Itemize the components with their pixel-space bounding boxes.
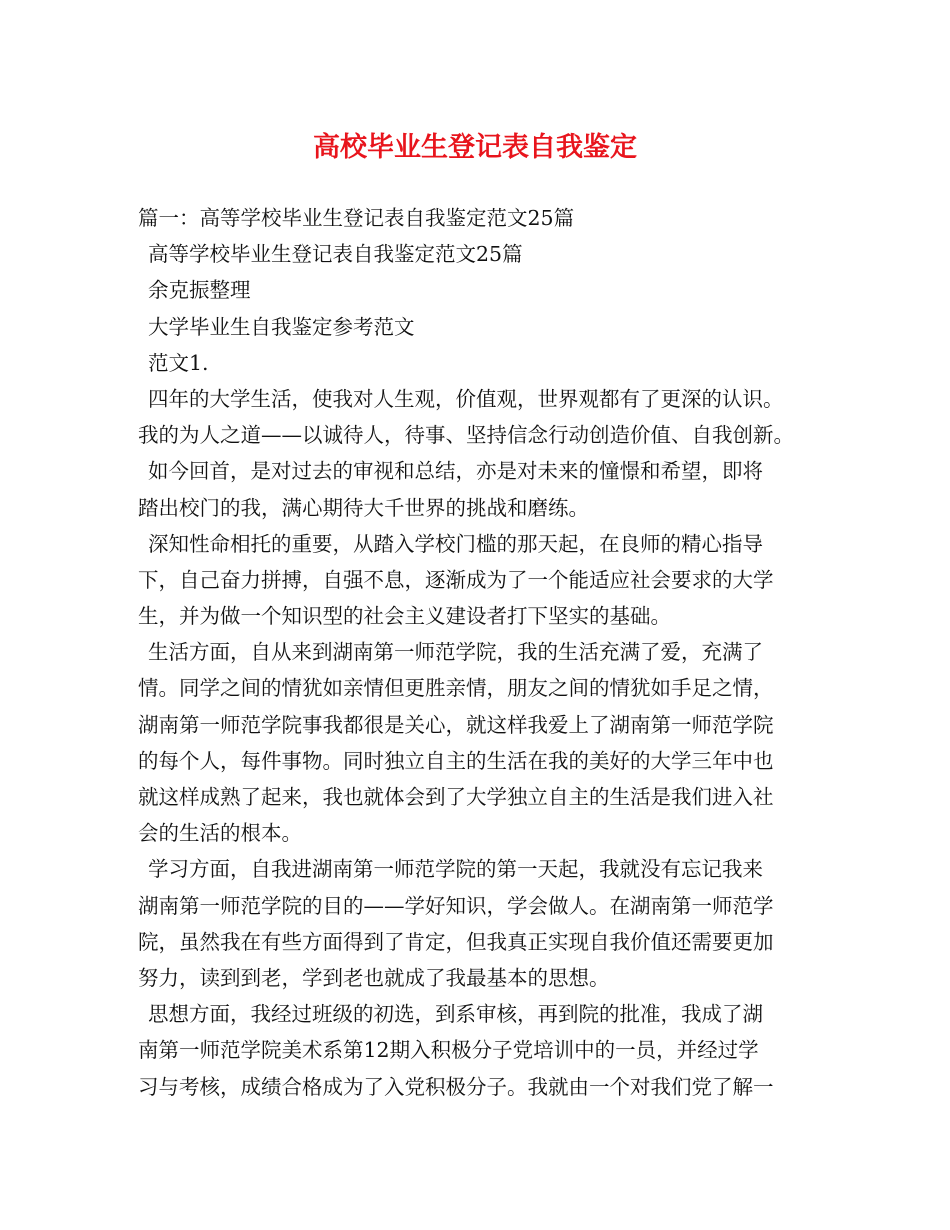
paragraph-line: 湖南第一师范学院的目的——学好知识，学会做人。在湖南第一师范学 xyxy=(138,893,774,918)
paragraph-line: 踏出校门的我，满心期待大千世界的挑战和磨练。 xyxy=(138,495,589,520)
paragraph-line: 会的生活的根本。 xyxy=(138,821,302,846)
paragraph-line: 就这样成熟了起来，我也就体会到了大学独立自主的生活是我们进入社 xyxy=(138,785,774,809)
document-title: 高校毕业生登记表自我鉴定 xyxy=(313,132,637,163)
paragraph-line: 的每个人，每件事物。同时独立自主的生活在我的美好的大学三年中也 xyxy=(138,748,774,773)
paragraph-line: 湖南第一师范学院事我都很是关心，就这样我爱上了湖南第一师范学院 xyxy=(138,712,774,737)
paragraph-line: 高等学校毕业生登记表自我鉴定范文25篇 xyxy=(148,242,523,267)
paragraph-line: 四年的大学生活，使我对人生观，价值观，世界观都有了更深的认识。 xyxy=(148,386,784,411)
document-body xyxy=(138,200,828,1105)
paragraph-line: 院，虽然我在有些方面得到了肯定，但我真正实现自我价值还需要更加 xyxy=(138,929,774,954)
paragraph-line: 范文1. xyxy=(148,350,209,375)
paragraph-line: 思想方面，我经过班级的初选，到系审核，再到院的批准，我成了湖 xyxy=(148,1002,763,1027)
paragraph-line: 下，自己奋力拼搏，自强不息，逐渐成为了一个能适应社会要求的大学 xyxy=(138,567,774,592)
paragraph-line: 情。同学之间的情犹如亲情但更胜亲情，朋友之间的情犹如手足之情， xyxy=(138,676,774,701)
paragraph-line: 南第一师范学院美术系第12期入积极分子党培训中的一员，并经过学 xyxy=(138,1038,759,1063)
paragraph-line: 篇一：高等学校毕业生登记表自我鉴定范文25篇 xyxy=(138,206,575,230)
paragraph-line: 如今回首，是对过去的审视和总结，亦是对未来的憧憬和希望，即将 xyxy=(148,459,763,484)
paragraph-line: 大学毕业生自我鉴定参考范文 xyxy=(148,314,415,339)
paragraph-line: 生活方面，自从来到湖南第一师范学院，我的生活充满了爱，充满了 xyxy=(148,640,763,665)
paragraph-line: 我的为人之道——以诚待人，待事、坚持信念行动创造价值、自我创新。 xyxy=(138,423,794,448)
paragraph-line: 深知性命相托的重要，从踏入学校门槛的那天起，在良师的精心指导 xyxy=(148,531,763,556)
paragraph-line: 生，并为做一个知识型的社会主义建设者打下坚实的基础。 xyxy=(138,604,671,629)
paragraph-line: 努力，读到到老，学到老也就成了我最基本的思想。 xyxy=(138,965,610,990)
paragraph-line: 余克振整理 xyxy=(148,278,251,303)
paragraph-line: 习与考核，成绩合格成为了入党积极分子。我就由一个对我们党了解一 xyxy=(138,1074,774,1099)
paragraph-line: 学习方面，自我进湖南第一师范学院的第一天起，我就没有忘记我来 xyxy=(148,857,763,882)
